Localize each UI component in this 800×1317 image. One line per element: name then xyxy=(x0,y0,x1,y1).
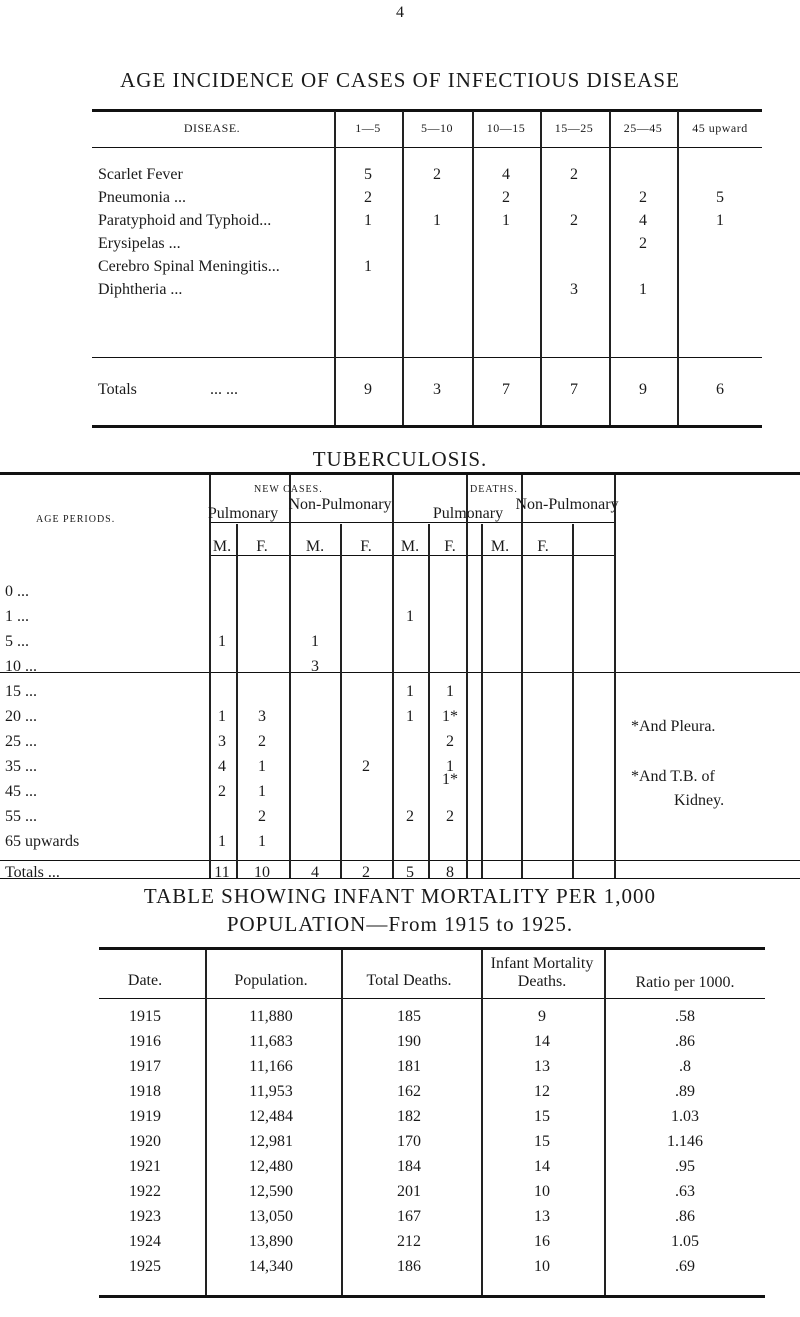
tb-count: 1 xyxy=(406,608,414,625)
tb-count: 2 xyxy=(258,733,266,750)
new-cases-heading: NEW CASES. xyxy=(254,484,323,495)
tb-total: 11 xyxy=(214,864,230,881)
disease-count: 1 xyxy=(433,212,441,229)
row-population: 13,050 xyxy=(249,1208,293,1225)
t3-header-ratio: Ratio per 1000. xyxy=(635,974,735,991)
disease-label: Pneumonia ... xyxy=(98,189,186,206)
group-pulmonary-new: Pulmonary xyxy=(207,505,279,522)
row-population: 11,880 xyxy=(249,1008,293,1025)
totals-rule xyxy=(92,357,762,358)
total-count: 7 xyxy=(502,381,510,398)
row-population: 12,480 xyxy=(249,1158,293,1175)
note-pleura: *And Pleura. xyxy=(631,718,716,735)
row-ratio: .8 xyxy=(679,1058,691,1075)
group-pulmonary-deaths: Pulmonary xyxy=(432,505,504,522)
disease-count: 5 xyxy=(364,166,372,183)
row-total-deaths: 167 xyxy=(397,1208,421,1225)
mf-header: F. xyxy=(360,538,372,555)
row-infant-deaths: 15 xyxy=(534,1133,550,1150)
t3-header-infant-mortality: Infant Mortality xyxy=(490,955,594,972)
row-infant-deaths: 12 xyxy=(534,1083,550,1100)
infant-mortality-title-line1: TABLE SHOWING INFANT MORTALITY PER 1,000 xyxy=(143,884,657,908)
row-total-deaths: 170 xyxy=(397,1133,421,1150)
column-rule xyxy=(609,111,611,425)
row-total-deaths: 212 xyxy=(397,1233,421,1250)
column-rule xyxy=(677,111,679,425)
mf-header: F. xyxy=(256,538,268,555)
bottom-rule xyxy=(92,425,762,428)
column-rule xyxy=(392,475,394,878)
mf-header: M. xyxy=(490,538,510,555)
t1-header-age-2: 10—15 xyxy=(486,121,526,135)
infant-mortality-title-line2: POPULATION—From 1915 to 1925. xyxy=(226,912,574,936)
mf-header: M. xyxy=(400,538,420,555)
row-date: 1919 xyxy=(129,1108,161,1125)
column-rule xyxy=(604,950,606,1295)
age-period-label: 1 ... xyxy=(5,608,29,625)
row-ratio: .86 xyxy=(675,1033,695,1050)
row-ratio: .58 xyxy=(675,1008,695,1025)
top-rule xyxy=(92,109,762,112)
tb-count: 1 xyxy=(446,758,454,775)
mf-header: M. xyxy=(212,538,232,555)
row-date: 1923 xyxy=(129,1208,161,1225)
mf-header: F. xyxy=(537,538,549,555)
column-rule xyxy=(521,475,523,878)
row-population: 12,590 xyxy=(249,1183,293,1200)
tb-count: 3 xyxy=(258,708,266,725)
row-population: 14,340 xyxy=(249,1258,293,1275)
mf-header: M. xyxy=(305,538,325,555)
disease-count: 2 xyxy=(570,212,578,229)
row-infant-deaths: 10 xyxy=(534,1258,550,1275)
tb-count: 2 xyxy=(362,758,370,775)
t3-header-deaths: Deaths. xyxy=(517,973,567,990)
row-total-deaths: 181 xyxy=(397,1058,421,1075)
tb-count: 2 xyxy=(218,783,226,800)
column-rule xyxy=(472,111,474,425)
tuberculosis-title: TUBERCULOSIS. xyxy=(312,447,488,471)
top-rule xyxy=(99,947,765,950)
column-rule xyxy=(205,950,207,1295)
tb-total: 2 xyxy=(362,864,370,881)
column-rule-mf xyxy=(572,524,574,878)
column-rule xyxy=(402,111,404,425)
tb-count: 2 xyxy=(446,808,454,825)
disease-count: 2 xyxy=(364,189,372,206)
disease-count: 4 xyxy=(502,166,510,183)
total-count: 3 xyxy=(433,381,441,398)
age-period-label: 65 upwards xyxy=(5,833,80,850)
header-rule xyxy=(92,147,762,148)
leader-dots: ... ... xyxy=(210,381,238,398)
deaths-heading: DEATHS. xyxy=(470,484,518,495)
t1-totals-label: Totals xyxy=(98,381,137,398)
row-ratio: 1.146 xyxy=(667,1133,703,1150)
disease-label: Diphtheria ... xyxy=(98,281,183,298)
t1-header-age-0: 1—5 xyxy=(355,121,381,135)
column-rule xyxy=(481,950,483,1295)
row-population: 11,953 xyxy=(249,1083,293,1100)
t1-header-age-1: 5—10 xyxy=(421,121,453,135)
column-rule-mf xyxy=(236,524,238,878)
note-kidney: Kidney. xyxy=(674,792,725,809)
disease-count: 1 xyxy=(502,212,510,229)
disease-count: 3 xyxy=(570,281,578,298)
tb-total: 4 xyxy=(311,864,319,881)
t2-totals-label: Totals ... xyxy=(5,864,60,881)
column-rule-mf xyxy=(481,524,483,878)
tb-count: 1 xyxy=(406,708,414,725)
tb-count: 1 xyxy=(446,683,454,700)
column-rule xyxy=(341,950,343,1295)
t1-header-disease: DISEASE. xyxy=(183,121,241,135)
row-ratio: .89 xyxy=(675,1083,695,1100)
t1-header-age-3: 15—25 xyxy=(554,121,594,135)
row-population: 11,166 xyxy=(249,1058,293,1075)
tb-total: 5 xyxy=(406,864,414,881)
row-total-deaths: 190 xyxy=(397,1033,421,1050)
row-date: 1924 xyxy=(129,1233,161,1250)
tb-count: 1 xyxy=(258,758,266,775)
row-infant-deaths: 15 xyxy=(534,1108,550,1125)
age-period-label: 15 ... xyxy=(5,683,37,700)
column-rule xyxy=(209,475,211,878)
row-infant-deaths: 16 xyxy=(534,1233,550,1250)
row-population: 12,484 xyxy=(249,1108,293,1125)
disease-count: 1 xyxy=(364,258,372,275)
tb-count: 1 xyxy=(258,833,266,850)
row-infant-deaths: 14 xyxy=(534,1033,550,1050)
tb-count: 1 xyxy=(258,783,266,800)
age-periods-heading: AGE PERIODS. xyxy=(36,514,116,525)
column-rule-mf xyxy=(428,524,430,878)
row-date: 1916 xyxy=(129,1033,161,1050)
age-period-label: 45 ... xyxy=(5,783,37,800)
column-rule xyxy=(540,111,542,425)
tb-count: 4 xyxy=(218,758,226,775)
disease-count: 2 xyxy=(433,166,441,183)
age-period-label: 0 ... xyxy=(5,583,29,600)
disease-count: 2 xyxy=(639,189,647,206)
column-rule xyxy=(289,475,291,878)
disease-label: Cerebro Spinal Meningitis... xyxy=(98,258,280,275)
row-infant-deaths: 13 xyxy=(534,1058,550,1075)
header-rule xyxy=(99,998,765,999)
tb-count: 1* xyxy=(442,708,458,725)
age-period-label: 20 ... xyxy=(5,708,37,725)
row-total-deaths: 184 xyxy=(397,1158,421,1175)
tb-total: 10 xyxy=(254,864,270,881)
t1-header-age-5: 45 upward xyxy=(692,121,748,135)
tb-count: 1 xyxy=(311,633,319,650)
column-rule xyxy=(334,111,336,425)
age-period-label: 35 ... xyxy=(5,758,37,775)
row-population: 13,890 xyxy=(249,1233,293,1250)
tb-count: 1 xyxy=(406,683,414,700)
age-period-label: 25 ... xyxy=(5,733,37,750)
column-rule xyxy=(614,475,616,878)
row-infant-deaths: 13 xyxy=(534,1208,550,1225)
row-date: 1918 xyxy=(129,1083,161,1100)
disease-count: 2 xyxy=(502,189,510,206)
row-total-deaths: 201 xyxy=(397,1183,421,1200)
row-total-deaths: 185 xyxy=(397,1008,421,1025)
total-count: 6 xyxy=(716,381,724,398)
row-ratio: .86 xyxy=(675,1208,695,1225)
t3-header-date: Date. xyxy=(127,972,163,989)
tb-count: 3 xyxy=(311,658,319,675)
row-date: 1925 xyxy=(129,1258,161,1275)
row-date: 1920 xyxy=(129,1133,161,1150)
tb-count: 1 xyxy=(218,708,226,725)
disease-label: Paratyphoid and Typhoid... xyxy=(98,212,272,229)
tb-count: 2 xyxy=(446,733,454,750)
row-total-deaths: 162 xyxy=(397,1083,421,1100)
tb-count: 1 xyxy=(218,833,226,850)
top-rule xyxy=(0,472,800,475)
disease-count: 5 xyxy=(716,189,724,206)
tb-count: 1* xyxy=(442,770,458,788)
page-number: 4 xyxy=(396,4,404,21)
totals-top-rule xyxy=(0,860,800,861)
total-count: 9 xyxy=(364,381,372,398)
tb-count: 2 xyxy=(258,808,266,825)
t1-header-age-4: 25—45 xyxy=(623,121,663,135)
note-tb-kidney: *And T.B. of xyxy=(631,768,715,785)
disease-count: 2 xyxy=(570,166,578,183)
bottom-rule xyxy=(0,878,800,879)
disease-label: Erysipelas ... xyxy=(98,235,181,252)
disease-count: 1 xyxy=(639,281,647,298)
row-ratio: .69 xyxy=(675,1258,695,1275)
row-ratio: .63 xyxy=(675,1183,695,1200)
tb-count: 3 xyxy=(218,733,226,750)
row-infant-deaths: 14 xyxy=(534,1158,550,1175)
row-date: 1921 xyxy=(129,1158,161,1175)
row-infant-deaths: 10 xyxy=(534,1183,550,1200)
disease-label: Scarlet Fever xyxy=(98,166,183,183)
age-period-label: 55 ... xyxy=(5,808,37,825)
row-population: 11,683 xyxy=(249,1033,293,1050)
row-total-deaths: 186 xyxy=(397,1258,421,1275)
row-date: 1922 xyxy=(129,1183,161,1200)
disease-count: 1 xyxy=(716,212,724,229)
group-non-pulmonary-deaths: Non-Pulmonary xyxy=(515,496,619,513)
age-period-label: 10 ... xyxy=(5,658,37,675)
row-ratio: 1.03 xyxy=(671,1108,699,1125)
tb-count: 1 xyxy=(218,633,226,650)
bottom-rule xyxy=(99,1295,765,1298)
row-ratio: 1.05 xyxy=(671,1233,699,1250)
disease-count: 2 xyxy=(639,235,647,252)
row-total-deaths: 182 xyxy=(397,1108,421,1125)
t3-header-total-deaths: Total Deaths. xyxy=(366,972,452,989)
column-rule xyxy=(466,475,468,878)
totals-rule-shadow xyxy=(0,672,800,673)
mf-header: F. xyxy=(444,538,456,555)
total-count: 9 xyxy=(639,381,647,398)
row-ratio: .95 xyxy=(675,1158,695,1175)
row-date: 1917 xyxy=(129,1058,161,1075)
t3-header-population: Population. xyxy=(234,972,308,989)
infectious-disease-title: AGE INCIDENCE OF CASES OF INFECTIOUS DISEASE xyxy=(120,68,680,92)
row-population: 12,981 xyxy=(249,1133,293,1150)
disease-count: 1 xyxy=(364,212,372,229)
tb-total: 8 xyxy=(446,864,454,881)
tb-count: 2 xyxy=(406,808,414,825)
row-infant-deaths: 9 xyxy=(538,1008,546,1025)
disease-count: 4 xyxy=(639,212,647,229)
group-non-pulmonary-new: Non-Pulmonary xyxy=(288,496,392,513)
row-date: 1915 xyxy=(129,1008,161,1025)
total-count: 7 xyxy=(570,381,578,398)
age-period-label: 5 ... xyxy=(5,633,29,650)
column-rule-mf xyxy=(340,524,342,878)
